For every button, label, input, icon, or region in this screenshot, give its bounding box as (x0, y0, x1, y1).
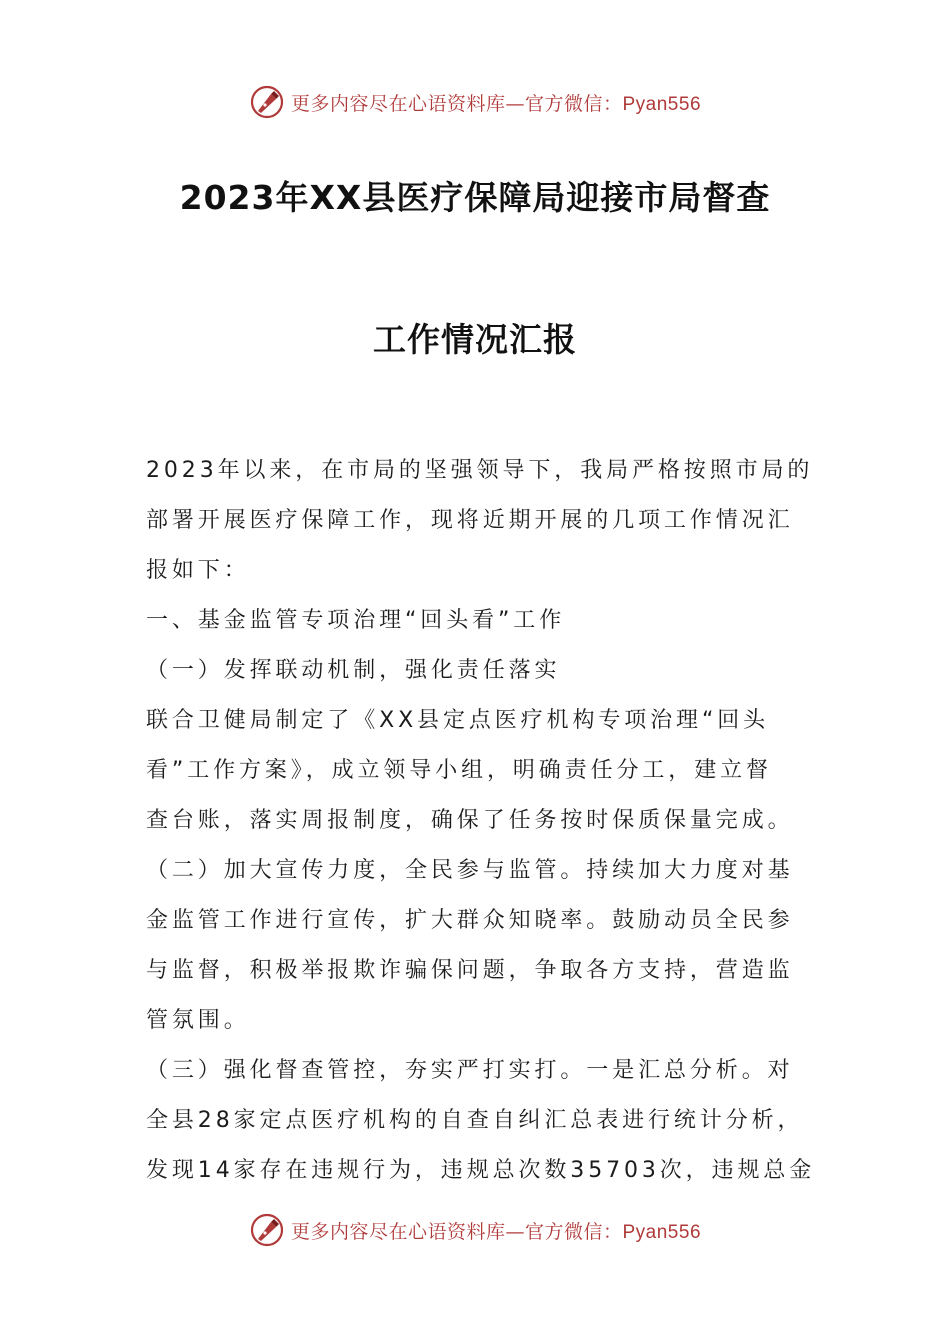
body-line: 报如下： (146, 558, 250, 583)
body-line: 看”工作方案》，成立领导小组，明确责任分工，建立督 (146, 758, 772, 783)
watermark-slogan: 更多内容尽在心语资料库—官方微信： (290, 1220, 623, 1243)
watermark-text (291, 1217, 701, 1244)
body-line: 发现14家存在违规行为，违规总次数35703次，违规总金 (146, 1158, 816, 1183)
body-line: 联合卫健局制定了《XX县定点医疗机构专项治理“回头 (146, 708, 770, 733)
body-line: 查台账，落实周报制度，确保了任务按时保质保量完成。 (146, 808, 794, 833)
watermark-banner-bottom (0, 1210, 950, 1250)
subsection-heading: （一）发挥联动机制，强化责任落实 (146, 658, 561, 683)
body-line: 与监督，积极举报欺诈骗保问题，争取各方支持，营造监 (146, 958, 794, 983)
body-line: （二）加大宣传力度，全民参与监管。持续加大力度对基 (146, 858, 794, 883)
document-title-line-1: 2023年XX县医疗保障局迎接市局督查 (179, 178, 771, 217)
watermark-banner-top (0, 82, 950, 122)
body-line: 金监管工作进行宣传，扩大群众知晓率。鼓励动员全民参 (146, 908, 794, 933)
watermark-account: Pyan556 (622, 93, 702, 115)
body-line: 部署开展医疗保障工作，现将近期开展的几项工作情况汇 (146, 508, 794, 533)
watermark-account: Pyan556 (622, 1221, 702, 1243)
body-line: 全县28家定点医疗机构的自查自纠汇总表进行统计分析， (146, 1108, 804, 1133)
body-line: 2023年以来，在市局的坚强领导下，我局严格按照市局的 (146, 458, 814, 483)
section-heading: 一、基金监管专项治理“回头看”工作 (146, 608, 566, 633)
body-line: （三）强化督查管控，夯实严打实打。一是汇总分析。对 (146, 1058, 794, 1083)
document-title-line-2: 工作情况汇报 (373, 320, 577, 359)
document-body (146, 446, 816, 1196)
pen-nib-logo-icon (249, 84, 285, 120)
watermark-text (291, 89, 701, 116)
watermark-slogan: 更多内容尽在心语资料库—官方微信： (290, 92, 623, 115)
body-line: 管氛围。 (146, 1008, 250, 1033)
pen-nib-logo-icon (249, 1212, 285, 1248)
